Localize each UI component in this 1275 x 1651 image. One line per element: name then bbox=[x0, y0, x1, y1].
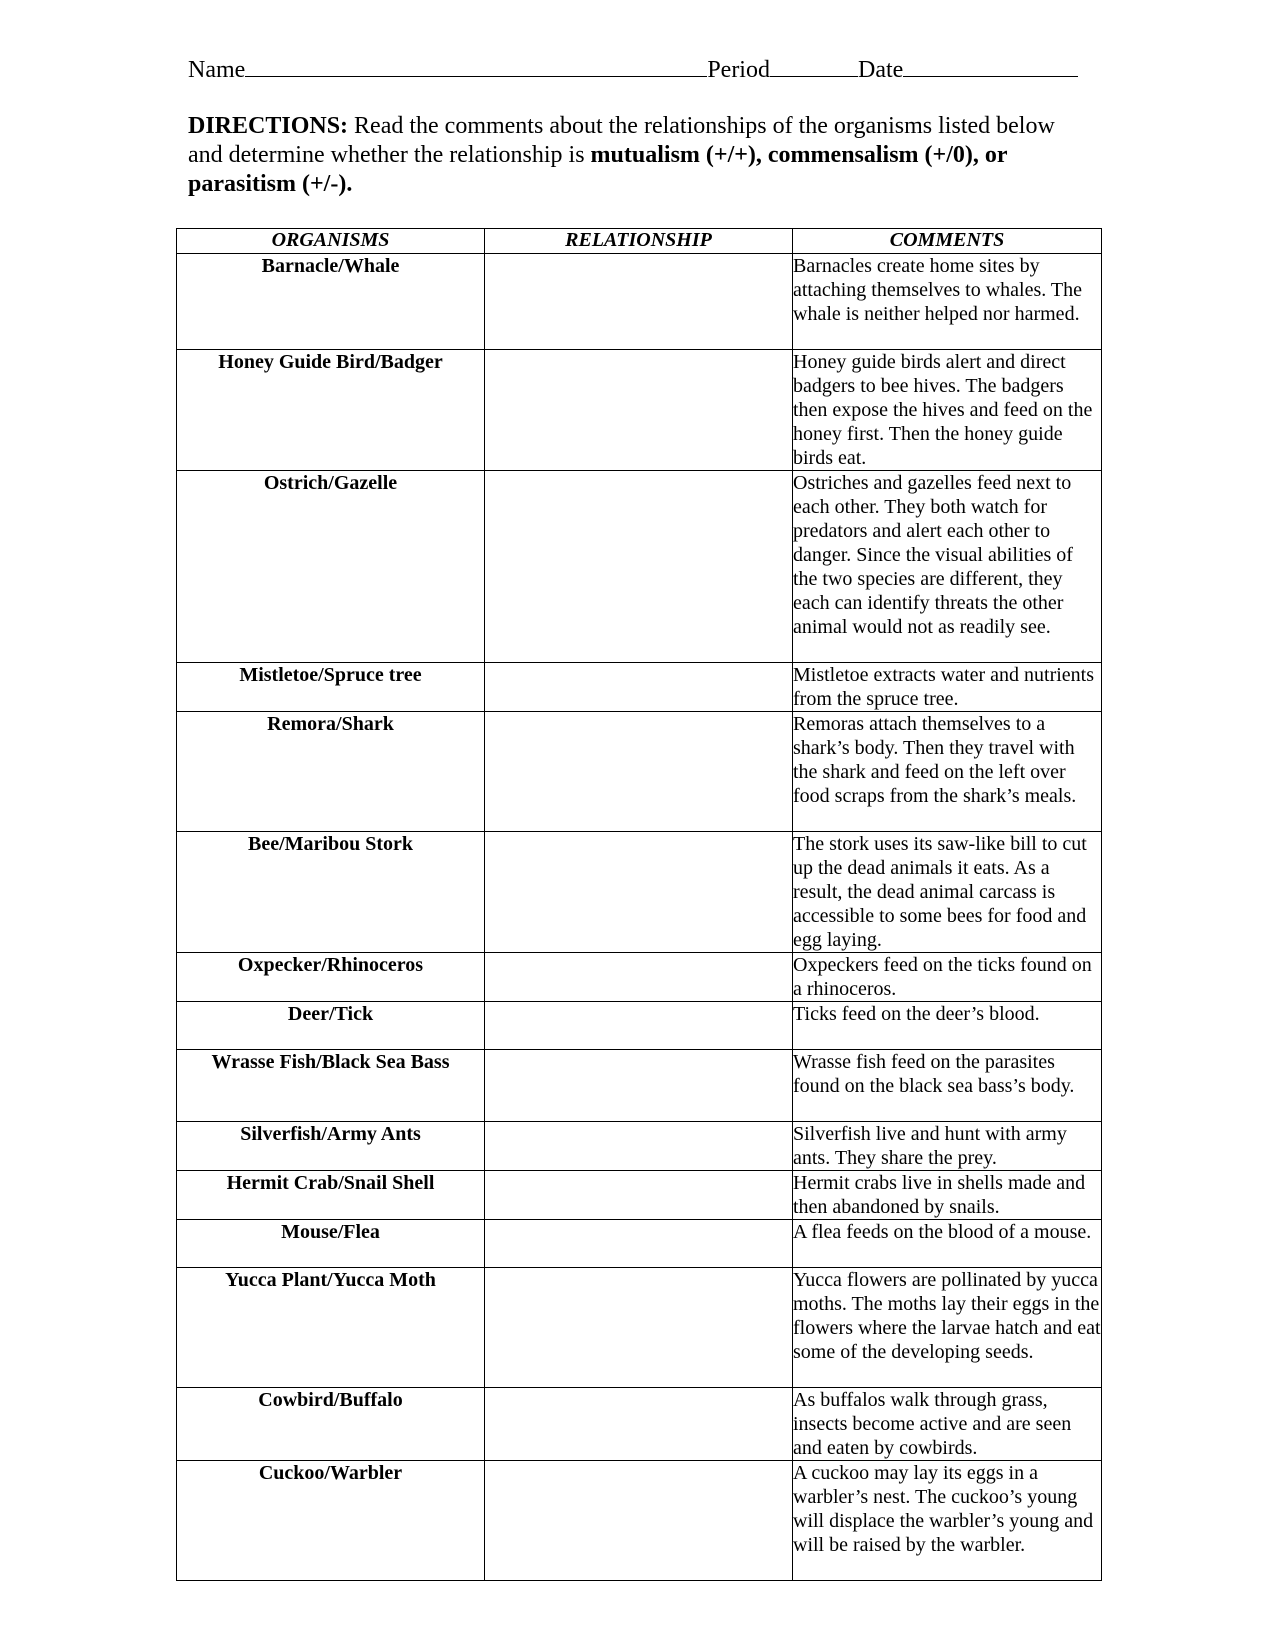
organisms-cell: Silverfish/Army Ants bbox=[177, 1122, 485, 1171]
organisms-cell: Honey Guide Bird/Badger bbox=[177, 350, 485, 471]
name-blank[interactable] bbox=[245, 52, 707, 77]
table-row bbox=[177, 1268, 1102, 1388]
organisms-cell: Cowbird/Buffalo bbox=[177, 1388, 485, 1461]
relationships-table bbox=[176, 228, 1102, 1581]
header-comments: COMMENTS bbox=[793, 229, 1102, 254]
relationship-answer-cell[interactable] bbox=[485, 350, 793, 471]
comments-cell: Hermit crabs live in shells made and then abandoned by snails. bbox=[793, 1171, 1102, 1220]
header-organisms: ORGANISMS bbox=[177, 229, 485, 254]
header-relationship: RELATIONSHIP bbox=[485, 229, 793, 254]
date-blank[interactable] bbox=[903, 52, 1078, 77]
table-row bbox=[177, 254, 1102, 350]
table-row bbox=[177, 832, 1102, 953]
organisms-cell: Remora/Shark bbox=[177, 712, 485, 832]
comments-cell: The stork uses its saw-like bill to cut up the dead animals it eats. As a result, the dead animal carcass is accessible to some bees for food and egg laying. bbox=[793, 832, 1102, 953]
organisms-cell: Bee/Maribou Stork bbox=[177, 832, 485, 953]
directions-paragraph bbox=[188, 112, 1088, 199]
relationship-answer-cell[interactable] bbox=[485, 1122, 793, 1171]
name-label: Name bbox=[188, 57, 246, 83]
period-blank[interactable] bbox=[770, 52, 858, 77]
relationship-answer-cell[interactable] bbox=[485, 1220, 793, 1268]
relationship-answer-cell[interactable] bbox=[485, 953, 793, 1002]
relationship-answer-cell[interactable] bbox=[485, 471, 793, 663]
table-row bbox=[177, 1171, 1102, 1220]
organisms-cell: Oxpecker/Rhinoceros bbox=[177, 953, 485, 1002]
table-row bbox=[177, 663, 1102, 712]
table-row bbox=[177, 712, 1102, 832]
table-row bbox=[177, 1461, 1102, 1581]
table-row bbox=[177, 1220, 1102, 1268]
comments-cell: Oxpeckers feed on the ticks found on a rhinoceros. bbox=[793, 953, 1102, 1002]
date-label: Date bbox=[857, 57, 904, 83]
comments-cell: Wrasse fish feed on the parasites found on the black sea bass’s body. bbox=[793, 1050, 1102, 1122]
organisms-cell: Barnacle/Whale bbox=[177, 254, 485, 350]
table-row bbox=[177, 1002, 1102, 1050]
comments-cell: Ostriches and gazelles feed next to each other. They both watch for predators and alert each other to danger. Since the visual abilities of the two species are different, they each can identify threats the other animal would not as readily see. bbox=[793, 471, 1102, 663]
period-label: Period bbox=[707, 57, 770, 83]
comments-cell: A cuckoo may lay its eggs in a warbler’s nest. The cuckoo’s young will displace the warbler’s young and will be raised by the warbler. bbox=[793, 1461, 1102, 1581]
directions-relationship-types: mutualism (+/+), commensalism (+/0), or parasitism (+/-). bbox=[188, 142, 1008, 197]
organisms-cell: Deer/Tick bbox=[177, 1002, 485, 1050]
comments-cell: Barnacles create home sites by attaching themselves to whales. The whale is neither helped nor harmed. bbox=[793, 254, 1102, 350]
organisms-cell: Hermit Crab/Snail Shell bbox=[177, 1171, 485, 1220]
table-row bbox=[177, 1050, 1102, 1122]
relationship-answer-cell[interactable] bbox=[485, 663, 793, 712]
organisms-cell: Cuckoo/Warbler bbox=[177, 1461, 485, 1581]
comments-cell: Yucca flowers are pollinated by yucca moths. The moths lay their eggs in the flowers where the larvae hatch and eat some of the developing seeds. bbox=[793, 1268, 1102, 1388]
organisms-cell: Yucca Plant/Yucca Moth bbox=[177, 1268, 485, 1388]
organisms-cell: Mistletoe/Spruce tree bbox=[177, 663, 485, 712]
relationship-answer-cell[interactable] bbox=[485, 712, 793, 832]
organisms-cell: Ostrich/Gazelle bbox=[177, 471, 485, 663]
relationship-answer-cell[interactable] bbox=[485, 832, 793, 953]
table-row bbox=[177, 953, 1102, 1002]
organisms-cell: Wrasse Fish/Black Sea Bass bbox=[177, 1050, 485, 1122]
table-row bbox=[177, 471, 1102, 663]
relationship-answer-cell[interactable] bbox=[485, 1461, 793, 1581]
table-row bbox=[177, 1122, 1102, 1171]
relationship-answer-cell[interactable] bbox=[485, 254, 793, 350]
table-row bbox=[177, 1388, 1102, 1461]
comments-cell: A flea feeds on the blood of a mouse. bbox=[793, 1220, 1102, 1268]
comments-cell: Mistletoe extracts water and nutrients from the spruce tree. bbox=[793, 663, 1102, 712]
relationship-answer-cell[interactable] bbox=[485, 1050, 793, 1122]
comments-cell: Ticks feed on the deer’s blood. bbox=[793, 1002, 1102, 1050]
comments-cell: Honey guide birds alert and direct badgers to bee hives. The badgers then expose the hives and feed on the honey first. Then the honey guide birds eat. bbox=[793, 350, 1102, 471]
directions-lead: DIRECTIONS: bbox=[188, 113, 349, 139]
relationship-answer-cell[interactable] bbox=[485, 1388, 793, 1461]
relationship-answer-cell[interactable] bbox=[485, 1268, 793, 1388]
directions-text: Read the comments about the relationships of the organisms listed below and determine whether the relationship is bbox=[188, 113, 1055, 168]
table-header-row bbox=[177, 229, 1102, 254]
comments-cell: Remoras attach themselves to a shark’s body. Then they travel with the shark and feed on the left over food scraps from the shark’s meals. bbox=[793, 712, 1102, 832]
comments-cell: As buffalos walk through grass, insects become active and are seen and eaten by cowbirds. bbox=[793, 1388, 1102, 1461]
comments-cell: Silverfish live and hunt with army ants. They share the prey. bbox=[793, 1122, 1102, 1171]
table-row bbox=[177, 350, 1102, 471]
student-info-line bbox=[188, 52, 1088, 86]
relationship-answer-cell[interactable] bbox=[485, 1002, 793, 1050]
organisms-cell: Mouse/Flea bbox=[177, 1220, 485, 1268]
relationship-answer-cell[interactable] bbox=[485, 1171, 793, 1220]
